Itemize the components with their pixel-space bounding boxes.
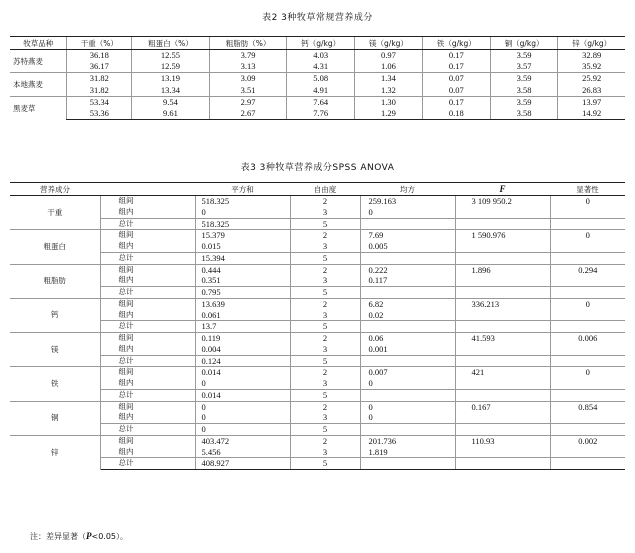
table-cell bbox=[455, 355, 550, 367]
table-cell: 9.61 bbox=[132, 108, 210, 120]
table-cell bbox=[550, 275, 625, 286]
table-cell: 2 bbox=[290, 298, 360, 309]
table-cell: 0.119 bbox=[195, 333, 290, 344]
table3-header-cell: 均方 bbox=[360, 183, 455, 196]
table-row bbox=[10, 458, 625, 470]
table-cell: 组间 bbox=[100, 230, 195, 241]
table-row bbox=[10, 252, 625, 264]
table-cell: 421 bbox=[455, 367, 550, 378]
table-cell bbox=[550, 321, 625, 333]
table-cell: 3 bbox=[290, 447, 360, 458]
footnote-prefix: 注：差异显著（ bbox=[30, 532, 86, 541]
table-cell: 0.17 bbox=[422, 50, 490, 62]
table-cell: 3 bbox=[290, 412, 360, 423]
table-cell bbox=[455, 321, 550, 333]
table-cell bbox=[550, 287, 625, 299]
table-cell: 4.03 bbox=[287, 50, 355, 62]
table-cell: 15.379 bbox=[195, 230, 290, 241]
table-cell bbox=[550, 218, 625, 230]
table-row bbox=[10, 207, 625, 218]
table-cell: 组内 bbox=[100, 378, 195, 389]
table-cell bbox=[550, 424, 625, 436]
table3-header-cell: 营养成分 bbox=[10, 183, 100, 196]
table-row bbox=[10, 367, 625, 378]
table-cell: 0 bbox=[360, 401, 455, 412]
table-cell bbox=[550, 447, 625, 458]
nutrient-name: 粗脂肪 bbox=[10, 264, 100, 298]
table-cell: 2 bbox=[290, 196, 360, 207]
table-cell: 5 bbox=[290, 321, 360, 333]
table-cell: 0 bbox=[550, 196, 625, 207]
table-cell bbox=[455, 218, 550, 230]
table-cell: 1.06 bbox=[355, 61, 423, 73]
footnote bbox=[30, 531, 128, 542]
table2-header-row bbox=[10, 37, 625, 50]
table-cell: 0.002 bbox=[550, 435, 625, 446]
table-cell: 0.07 bbox=[422, 85, 490, 97]
table-cell bbox=[550, 389, 625, 401]
nutrient-name: 锌 bbox=[10, 435, 100, 469]
table-cell: 总计 bbox=[100, 424, 195, 436]
table-cell: 518.325 bbox=[195, 196, 290, 207]
table-cell: 0.007 bbox=[360, 367, 455, 378]
table-cell bbox=[455, 424, 550, 436]
table-cell: 组间 bbox=[100, 333, 195, 344]
table-cell: 0.02 bbox=[360, 310, 455, 321]
nutrient-name: 镁 bbox=[10, 333, 100, 367]
table-cell: 5 bbox=[290, 218, 360, 230]
table-cell: 0.97 bbox=[355, 50, 423, 62]
table-cell: 2 bbox=[290, 230, 360, 241]
table-cell: 14.92 bbox=[558, 108, 625, 120]
table-cell: 1.30 bbox=[355, 96, 423, 108]
table-cell: 3.59 bbox=[490, 96, 558, 108]
table-cell: 5 bbox=[290, 252, 360, 264]
table-row bbox=[10, 287, 625, 299]
table-cell: 5.456 bbox=[195, 447, 290, 458]
table-cell bbox=[455, 389, 550, 401]
table-cell: 3 bbox=[290, 207, 360, 218]
table-cell: 13.97 bbox=[558, 96, 625, 108]
table-row bbox=[10, 73, 625, 85]
table-cell: 0.006 bbox=[550, 333, 625, 344]
table-cell: 总计 bbox=[100, 287, 195, 299]
table-cell: 41.593 bbox=[455, 333, 550, 344]
table-cell: 3.59 bbox=[490, 73, 558, 85]
anova-table bbox=[10, 182, 625, 470]
table-cell: 15.394 bbox=[195, 252, 290, 264]
forage-variety: 黑麦草 bbox=[10, 96, 67, 119]
table2-header-cell: 干重（%） bbox=[67, 37, 132, 50]
table-cell: 0 bbox=[195, 412, 290, 423]
table-cell: 0.07 bbox=[422, 73, 490, 85]
table-cell: 31.82 bbox=[67, 73, 132, 85]
table-cell: 53.34 bbox=[67, 96, 132, 108]
table-cell: 5.08 bbox=[287, 73, 355, 85]
table-cell: 5 bbox=[290, 389, 360, 401]
table-cell: 12.59 bbox=[132, 61, 210, 73]
table3-header-row bbox=[10, 183, 625, 196]
table-cell: 53.36 bbox=[67, 108, 132, 120]
table-row bbox=[10, 378, 625, 389]
table-cell bbox=[455, 458, 550, 470]
table-cell: 0 bbox=[550, 298, 625, 309]
table-row bbox=[10, 401, 625, 412]
table-cell: 408.927 bbox=[195, 458, 290, 470]
table2-header-cell: 粗蛋白（%） bbox=[132, 37, 210, 50]
table-cell: 2.67 bbox=[209, 108, 287, 120]
table-cell: 1.34 bbox=[355, 73, 423, 85]
table-cell: 0 bbox=[360, 412, 455, 423]
table-cell: 5 bbox=[290, 424, 360, 436]
table-row bbox=[10, 96, 625, 108]
table-cell: 259.163 bbox=[360, 196, 455, 207]
table-cell: 总计 bbox=[100, 355, 195, 367]
table-row bbox=[10, 355, 625, 367]
table-cell: 组内 bbox=[100, 275, 195, 286]
table-cell: 5 bbox=[290, 458, 360, 470]
table-cell bbox=[360, 355, 455, 367]
table3-header-cell: 显著性 bbox=[550, 183, 625, 196]
table-row bbox=[10, 344, 625, 355]
table-cell: 3 bbox=[290, 378, 360, 389]
table-cell bbox=[550, 344, 625, 355]
nutrient-name: 铁 bbox=[10, 367, 100, 401]
table-cell: 0 bbox=[195, 401, 290, 412]
table-cell: 0 bbox=[195, 378, 290, 389]
table-cell: 26.83 bbox=[558, 85, 625, 97]
table-cell bbox=[455, 241, 550, 252]
table-cell: 3.79 bbox=[209, 50, 287, 62]
table-cell: 组间 bbox=[100, 401, 195, 412]
table-cell: 2 bbox=[290, 401, 360, 412]
table-cell: 36.17 bbox=[67, 61, 132, 73]
table-cell: 7.76 bbox=[287, 108, 355, 120]
table-cell: 组间 bbox=[100, 264, 195, 275]
table-cell: 组内 bbox=[100, 241, 195, 252]
nutrient-name: 钙 bbox=[10, 298, 100, 332]
table-row bbox=[10, 424, 625, 436]
table-row bbox=[10, 61, 625, 73]
table-cell bbox=[550, 252, 625, 264]
table-cell: 0.17 bbox=[422, 96, 490, 108]
table-cell: 0.015 bbox=[195, 241, 290, 252]
table-cell: 组间 bbox=[100, 298, 195, 309]
table-cell: 0.001 bbox=[360, 344, 455, 355]
table-cell bbox=[455, 275, 550, 286]
table-cell bbox=[550, 241, 625, 252]
table-cell: 组间 bbox=[100, 367, 195, 378]
table-cell bbox=[455, 287, 550, 299]
table-cell: 5 bbox=[290, 355, 360, 367]
forage-variety: 苏特燕麦 bbox=[10, 50, 67, 73]
table-cell: 13.7 bbox=[195, 321, 290, 333]
table-cell: 5 bbox=[290, 287, 360, 299]
table-row bbox=[10, 389, 625, 401]
footnote-p: P bbox=[86, 531, 92, 541]
table-cell: 0.061 bbox=[195, 310, 290, 321]
table-cell: 0 bbox=[360, 378, 455, 389]
table2-header-cell: 铜（g/kg） bbox=[490, 37, 558, 50]
table-cell: 4.91 bbox=[287, 85, 355, 97]
table-row bbox=[10, 447, 625, 458]
nutrient-name: 铜 bbox=[10, 401, 100, 435]
table2-header-cell: 牧草品种 bbox=[10, 37, 67, 50]
table-cell bbox=[550, 207, 625, 218]
table-cell: 0.795 bbox=[195, 287, 290, 299]
table-cell: 0.222 bbox=[360, 264, 455, 275]
table-row bbox=[10, 275, 625, 286]
table-cell: 1.32 bbox=[355, 85, 423, 97]
table-cell: 组间 bbox=[100, 196, 195, 207]
table-cell: 0.005 bbox=[360, 241, 455, 252]
table-cell: 6.82 bbox=[360, 298, 455, 309]
table-cell: 25.92 bbox=[558, 73, 625, 85]
table-cell: 3 109 950.2 bbox=[455, 196, 550, 207]
table-cell bbox=[455, 447, 550, 458]
table-cell bbox=[550, 458, 625, 470]
table-cell: 0 bbox=[195, 424, 290, 436]
table-cell: 总计 bbox=[100, 252, 195, 264]
table3-header-cell bbox=[100, 183, 195, 196]
table-row bbox=[10, 298, 625, 309]
nutrient-name: 干重 bbox=[10, 196, 100, 230]
table-cell: 3.51 bbox=[209, 85, 287, 97]
table-cell: 组间 bbox=[100, 435, 195, 446]
table-cell bbox=[360, 424, 455, 436]
table2-header-cell: 铁（g/kg） bbox=[422, 37, 490, 50]
table-cell: 2 bbox=[290, 264, 360, 275]
table-cell: 0.06 bbox=[360, 333, 455, 344]
table-cell: 0.351 bbox=[195, 275, 290, 286]
table-cell: 0 bbox=[195, 207, 290, 218]
table-cell bbox=[360, 287, 455, 299]
table-row bbox=[10, 108, 625, 120]
table-cell bbox=[550, 378, 625, 389]
table-cell: 13.639 bbox=[195, 298, 290, 309]
table-cell: 7.69 bbox=[360, 230, 455, 241]
table-row bbox=[10, 412, 625, 423]
table-cell: 组内 bbox=[100, 412, 195, 423]
table-cell bbox=[455, 252, 550, 264]
table-cell bbox=[360, 389, 455, 401]
table-cell: 3.13 bbox=[209, 61, 287, 73]
table-cell: 3.58 bbox=[490, 108, 558, 120]
table-cell: 1.896 bbox=[455, 264, 550, 275]
table-cell: 0.17 bbox=[422, 61, 490, 73]
table-cell bbox=[455, 344, 550, 355]
table-cell: 组内 bbox=[100, 344, 195, 355]
table3-header-cell: 平方和 bbox=[195, 183, 290, 196]
nutrient-name: 粗蛋白 bbox=[10, 230, 100, 264]
table-row bbox=[10, 196, 625, 207]
table-cell bbox=[550, 355, 625, 367]
table2-header-cell: 镁（g/kg） bbox=[355, 37, 423, 50]
table-cell: 3 bbox=[290, 344, 360, 355]
table-cell: 518.325 bbox=[195, 218, 290, 230]
table-cell bbox=[360, 252, 455, 264]
footnote-suffix: <0.05）。 bbox=[91, 532, 129, 541]
table-cell: 9.54 bbox=[132, 96, 210, 108]
table3-header-cell: F bbox=[455, 183, 550, 196]
table-cell: 3 bbox=[290, 275, 360, 286]
table-cell: 201.736 bbox=[360, 435, 455, 446]
table-cell: 0 bbox=[550, 230, 625, 241]
table-row bbox=[10, 241, 625, 252]
table-cell bbox=[360, 321, 455, 333]
table3-header-cell: 自由度 bbox=[290, 183, 360, 196]
table-row bbox=[10, 333, 625, 344]
table-cell bbox=[455, 207, 550, 218]
table-cell: 总计 bbox=[100, 458, 195, 470]
table-cell: 0.014 bbox=[195, 389, 290, 401]
table-row bbox=[10, 435, 625, 446]
table-cell: 组内 bbox=[100, 447, 195, 458]
table-cell: 3 bbox=[290, 241, 360, 252]
table-cell: 3.09 bbox=[209, 73, 287, 85]
table-cell: 1.29 bbox=[355, 108, 423, 120]
table-cell: 0.294 bbox=[550, 264, 625, 275]
table-cell bbox=[550, 412, 625, 423]
table-cell: 4.31 bbox=[287, 61, 355, 73]
table-cell: 0 bbox=[360, 207, 455, 218]
table2-header-cell: 锌（g/kg） bbox=[558, 37, 625, 50]
table-cell: 31.82 bbox=[67, 85, 132, 97]
nutrient-table bbox=[10, 36, 625, 120]
table-cell: 35.92 bbox=[558, 61, 625, 73]
table3-caption: 表3 3种牧草营养成分SPSS ANOVA bbox=[240, 163, 395, 173]
table-cell: 组内 bbox=[100, 207, 195, 218]
table-row bbox=[10, 218, 625, 230]
table-cell: 0.18 bbox=[422, 108, 490, 120]
table-cell: 336.213 bbox=[455, 298, 550, 309]
table-cell: 403.472 bbox=[195, 435, 290, 446]
table2-header-cell: 粗脂肪（%） bbox=[209, 37, 287, 50]
table-cell bbox=[455, 412, 550, 423]
table-cell: 2 bbox=[290, 435, 360, 446]
table-cell: 32.89 bbox=[558, 50, 625, 62]
table-cell: 0.117 bbox=[360, 275, 455, 286]
table2-caption: 表2 3种牧草常规营养成分 bbox=[262, 13, 373, 23]
table-row bbox=[10, 50, 625, 62]
table-cell: 0.004 bbox=[195, 344, 290, 355]
table-cell: 0.854 bbox=[550, 401, 625, 412]
table-cell: 36.18 bbox=[67, 50, 132, 62]
table-cell: 2.97 bbox=[209, 96, 287, 108]
table-cell: 3 bbox=[290, 310, 360, 321]
table-cell: 13.19 bbox=[132, 73, 210, 85]
table-cell bbox=[455, 310, 550, 321]
forage-variety: 本地燕麦 bbox=[10, 73, 67, 96]
table-cell: 3.58 bbox=[490, 85, 558, 97]
table2-header-cell: 钙（g/kg） bbox=[287, 37, 355, 50]
table-cell bbox=[455, 378, 550, 389]
table-cell: 0 bbox=[550, 367, 625, 378]
table-cell: 1.819 bbox=[360, 447, 455, 458]
table-cell: 3.57 bbox=[490, 61, 558, 73]
table-cell: 总计 bbox=[100, 389, 195, 401]
table-row bbox=[10, 321, 625, 333]
table-cell: 7.64 bbox=[287, 96, 355, 108]
table-cell: 110.93 bbox=[455, 435, 550, 446]
table-cell bbox=[550, 310, 625, 321]
table-cell: 1 590.976 bbox=[455, 230, 550, 241]
table-cell: 13.34 bbox=[132, 85, 210, 97]
table-cell: 0.124 bbox=[195, 355, 290, 367]
table-row bbox=[10, 310, 625, 321]
table-cell: 总计 bbox=[100, 321, 195, 333]
table-cell bbox=[360, 458, 455, 470]
table-cell: 0.014 bbox=[195, 367, 290, 378]
table-cell: 12.55 bbox=[132, 50, 210, 62]
table-cell bbox=[360, 218, 455, 230]
table-row bbox=[10, 230, 625, 241]
table-cell: 0.167 bbox=[455, 401, 550, 412]
table-cell: 0.444 bbox=[195, 264, 290, 275]
table-cell: 2 bbox=[290, 333, 360, 344]
table-cell: 组内 bbox=[100, 310, 195, 321]
table-row bbox=[10, 85, 625, 97]
table-cell: 总计 bbox=[100, 218, 195, 230]
table-row bbox=[10, 264, 625, 275]
table-cell: 3.59 bbox=[490, 50, 558, 62]
table-cell: 2 bbox=[290, 367, 360, 378]
